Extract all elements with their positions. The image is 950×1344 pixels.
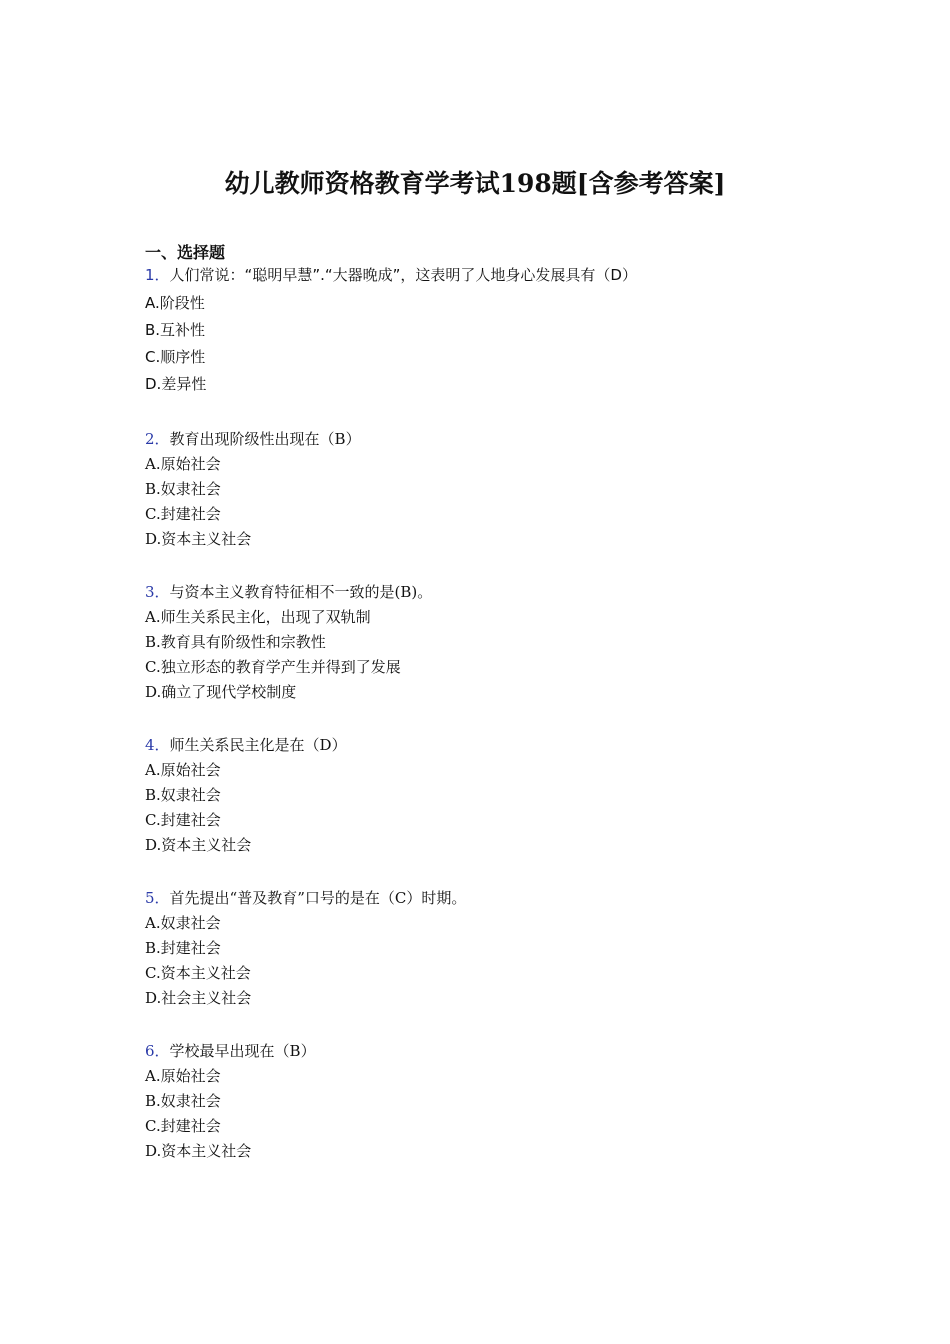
question-stem bbox=[145, 1040, 316, 1062]
option-c: C.独立形态的教育学产生并得到了发展 bbox=[145, 658, 401, 676]
option-c: C.顺序性 bbox=[145, 348, 206, 366]
question-number: 2． bbox=[145, 430, 170, 448]
option-a: A.师生关系民主化，出现了双轨制 bbox=[145, 608, 371, 626]
option-a: A.阶段性 bbox=[145, 294, 205, 312]
question-number: 1． bbox=[145, 266, 170, 284]
option-d: D.差异性 bbox=[145, 375, 207, 393]
option-c: C.封建社会 bbox=[145, 505, 221, 523]
question-text: 首先提出“普及教育”口号的是在（C）时期。 bbox=[169, 889, 467, 907]
question-text: 师生关系民主化是在（D） bbox=[169, 736, 347, 754]
option-b: B.奴隶社会 bbox=[145, 480, 221, 498]
option-d: D.资本主义社会 bbox=[145, 530, 252, 548]
question-text: 人们常说：“聪明早慧”.“大器晚成”，这表明了人地身心发展具有（D） bbox=[169, 266, 637, 284]
option-c: C.资本主义社会 bbox=[145, 964, 251, 982]
question-stem bbox=[145, 428, 361, 450]
option-d: D.资本主义社会 bbox=[145, 836, 252, 854]
question-stem bbox=[145, 734, 347, 756]
option-b: B.奴隶社会 bbox=[145, 1092, 221, 1110]
question-text: 教育出现阶级性出现在（B） bbox=[169, 430, 361, 448]
option-c: C.封建社会 bbox=[145, 1117, 221, 1135]
question-number: 4． bbox=[145, 736, 170, 754]
option-b: B.奴隶社会 bbox=[145, 786, 221, 804]
option-b: B.封建社会 bbox=[145, 939, 221, 957]
option-d: D.社会主义社会 bbox=[145, 989, 252, 1007]
option-c: C.封建社会 bbox=[145, 811, 221, 829]
question-number: 6． bbox=[145, 1042, 170, 1060]
question-number: 5． bbox=[145, 889, 170, 907]
question-text: 学校最早出现在（B） bbox=[169, 1042, 316, 1060]
option-d: D.确立了现代学校制度 bbox=[145, 683, 297, 701]
option-b: B.教育具有阶级性和宗教性 bbox=[145, 633, 326, 651]
option-d: D.资本主义社会 bbox=[145, 1142, 252, 1160]
question-text: 与资本主义教育特征相不一致的是(B)。 bbox=[169, 583, 433, 601]
option-a: A.原始社会 bbox=[145, 455, 221, 473]
question-number: 3． bbox=[145, 583, 170, 601]
question-stem bbox=[145, 264, 637, 286]
option-a: A.原始社会 bbox=[145, 1067, 221, 1085]
section-heading: 一、选择题 bbox=[145, 243, 226, 262]
question-stem bbox=[145, 581, 432, 603]
option-a: A.奴隶社会 bbox=[145, 914, 221, 932]
option-b: B.互补性 bbox=[145, 321, 206, 339]
question-stem bbox=[145, 887, 466, 909]
document-title: 幼儿教师资格教育学考试198题[含参考答案] bbox=[224, 169, 726, 198]
option-a: A.原始社会 bbox=[145, 761, 221, 779]
